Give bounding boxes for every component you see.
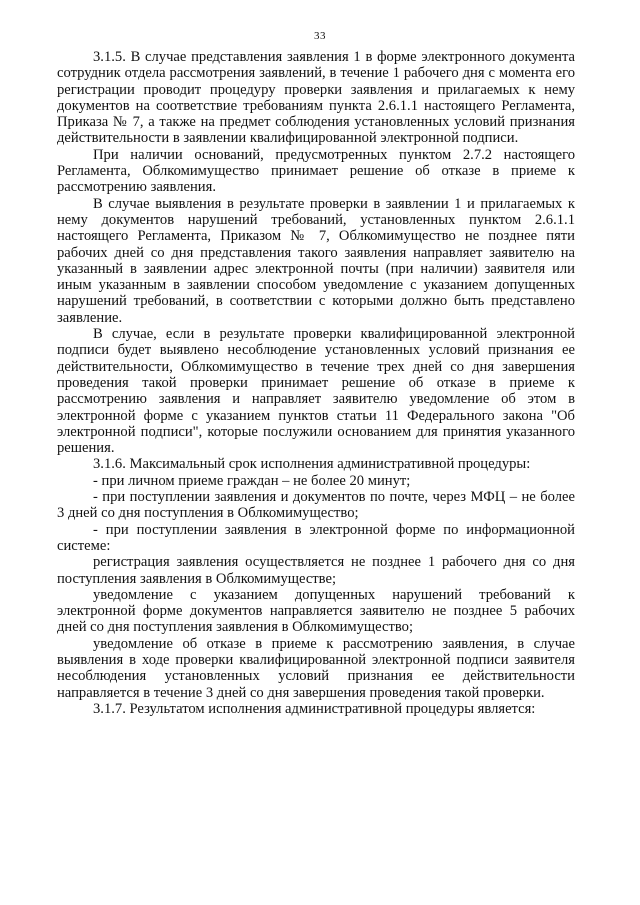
list-item-post-mfc: - при поступлении заявления и документов по почте, через МФЦ – не более 3 дней со дня поступления в Облкомимущество; bbox=[57, 489, 575, 522]
paragraph-refusal-grounds: При наличии оснований, предусмотренных пунктом 2.7.2 настоящего Регламента, Облкомимущество принимает решение об отказе в приеме к рассмотрению заявления. bbox=[57, 146, 575, 196]
paragraph-3-1-5: 3.1.5. В случае представления заявления 1 в форме электронного документа сотрудник отдела рассмотрения заявлений, в течение 1 рабочего дня с момента его регистрации проводит процедуру проверки заявления и прилагаемых к нему документов на соответствие требованиям пункта 2.6.1.1 настоящего Регламента, Приказа № 7, а также на предмет соблюдения установленных условий признания действительности в заявлении квалифицированной электронной подписи. bbox=[57, 49, 575, 147]
paragraph-violations-notice: В случае выявления в результате проверки в заявлении 1 и прилагаемых к нему документов нарушений требований, установленных пунктом 2.6.1.1 настоящего Регламента, Приказом № 7, Облкомимущество не позднее пяти рабочих дней со дня представления такого заявления направляет заявителю на указанный в заявлении адрес электронной почты (при наличии) заявителя или иным указанным в заявлении способом уведомление с указанием допущенных нарушений требований, в соответствии с которыми должно быть представлено заявление. bbox=[57, 195, 575, 326]
paragraph-registration: регистрация заявления осуществляется не позднее 1 рабочего дня со дня поступления заявления в Облкомимуществе; bbox=[57, 554, 575, 587]
paragraph-notice-refusal: уведомление об отказе в приеме к рассмотрению заявления, в случае выявления в ходе проверки квалифицированной электронной подписи заявителя несоблюдения установленных условий признания ее действительности направляется в течение 3 дней со дня завершения проведения такой проверки. bbox=[57, 635, 575, 701]
paragraph-3-1-6: 3.1.6. Максимальный срок исполнения административной процедуры: bbox=[93, 456, 531, 473]
paragraph-notice-violations: уведомление с указанием допущенных нарушений требований к электронной форме документов направляется заявителю не позднее 5 рабочих дней со дня поступления заявления в Облкомимущество; bbox=[57, 586, 575, 636]
page-number: 33 bbox=[314, 30, 326, 42]
paragraph-signature-check: В случае, если в результате проверки квалифицированной электронной подписи будет выявлено несоблюдение установленных условий признания ее действительности, Облкомимущество в течение трех дней со дня завершения проведения такой проверки принимает решение об отказе в приеме к рассмотрению заявления и направляет заявителю уведомление об этом в электронной форме с указанием пунктов статьи 11 Федерального закона "Об электронной подписи", которые послужили основанием для принятия указанного решения. bbox=[57, 326, 575, 457]
paragraph-3-1-7: 3.1.7. Результатом исполнения административной процедуры является: bbox=[93, 700, 536, 717]
document-body bbox=[57, 49, 575, 717]
list-item-personal-reception: - при личном приеме граждан – не более 20 минут; bbox=[93, 472, 411, 489]
list-item-electronic: - при поступлении заявления в электронной форме по информационной системе: bbox=[57, 521, 575, 554]
